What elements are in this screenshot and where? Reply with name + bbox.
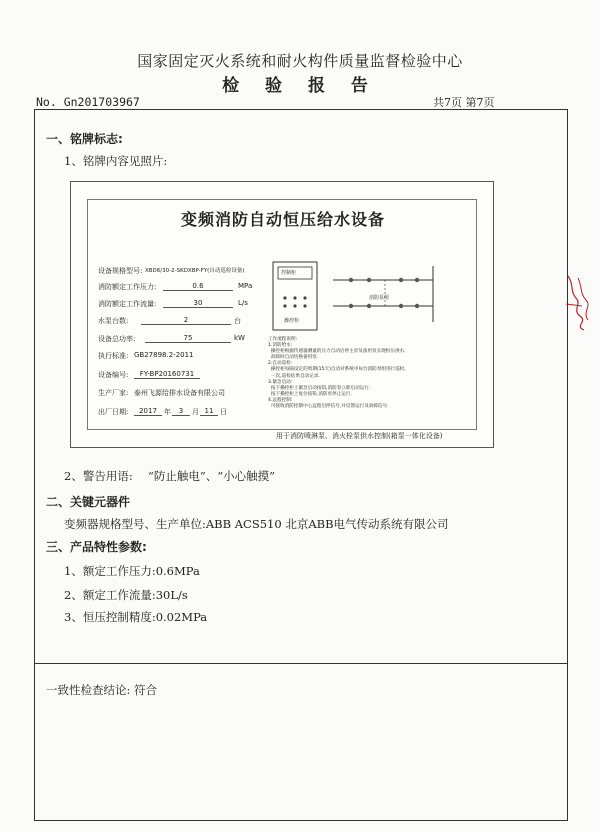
field-pressure-value: 0.6 bbox=[163, 282, 233, 291]
field-flow-value: 30 bbox=[163, 299, 233, 308]
nameplate-footer: 用于消防喷淋泵、消火栓泵供水控制(箱泵一体化设备) bbox=[276, 432, 443, 440]
param-flow: 2、额定工作流量:30L/s bbox=[64, 588, 188, 602]
field-date-year-unit: 年 bbox=[164, 408, 171, 416]
field-model-value: XBD6/30-2-SKDXBP-FY(自动巡检设备) bbox=[145, 268, 245, 274]
cabinet-label: 控制柜 bbox=[281, 270, 297, 276]
field-date-day-unit: 日 bbox=[220, 408, 227, 416]
report-number: No. Gn201703967 bbox=[36, 95, 140, 109]
signature-mark bbox=[560, 270, 596, 334]
field-pressure-label: 消防额定工作压力: bbox=[98, 283, 157, 291]
field-standard-label: 执行标准: bbox=[98, 352, 129, 360]
warning-text: “防止触电”、“小心触摸” bbox=[148, 469, 276, 483]
field-date-month-unit: 月 bbox=[192, 408, 199, 416]
report-title: 检 验 报 告 bbox=[222, 76, 378, 96]
nameplate-title: 变频消防自动恒压给水设备 bbox=[180, 210, 385, 229]
section2-heading: 二、关键元器件 bbox=[46, 495, 131, 509]
param-pressure: 1、额定工作压力:0.6MPa bbox=[64, 564, 200, 578]
field-power-value: 75 bbox=[145, 334, 231, 343]
field-pumps-unit: 台 bbox=[234, 317, 241, 325]
field-serial-label: 设备编号: bbox=[98, 371, 129, 379]
field-date-day: 11 bbox=[200, 407, 218, 416]
field-pumps-value: 2 bbox=[141, 316, 231, 325]
page-info: 共7页 第7页 bbox=[433, 96, 495, 109]
param-precision: 3、恒压控制精度:0.02MPa bbox=[64, 610, 208, 624]
field-pumps-label: 水泵台数: bbox=[98, 317, 129, 325]
section3-heading: 三、产品特性参数: bbox=[46, 540, 147, 554]
field-maker-value: 泰州飞源给排水设备有限公司 bbox=[134, 389, 225, 397]
warning-label: 2、警告用语: bbox=[64, 469, 133, 483]
field-date-month: 3 bbox=[172, 407, 190, 416]
field-flow-label: 消防额定工作流量: bbox=[98, 300, 157, 308]
cabinet-bottom-label: 操控柜 bbox=[284, 318, 300, 324]
conclusion: 一致性检查结论: 符合 bbox=[46, 683, 158, 697]
field-power-unit: kW bbox=[234, 334, 245, 342]
key-component-line: 变频器规格型号、生产单位:ABB ACS510 北京ABB电气传动系统有限公司 bbox=[64, 517, 449, 531]
section1-heading: 一、铭牌标志: bbox=[46, 132, 123, 146]
field-flow-unit: L/s bbox=[238, 299, 248, 307]
field-serial-value: FY-BP20160731 bbox=[134, 370, 200, 379]
field-pressure-unit: MPa bbox=[238, 282, 253, 290]
field-date-year: 2017 bbox=[134, 407, 162, 416]
section1-item1: 1、铭牌内容见照片: bbox=[64, 154, 168, 168]
field-standard-value: GB27898.2-2011 bbox=[134, 351, 194, 359]
work-instructions: 工作流程说明: 1.消防给水: 操控柜根据传感器测量的压力自动启停主泵及备用泵实现恒压供水, 故障时自动切换备用泵. 2.自动巡检: 操控柜每隔设定的周期(15天)自动对系统中每台消防泵组进行巡检, 一次,巡检结果自动记录. 3.紧急启动: 按下操控柜上紧急启动按钮,消防泵立即启动运行. 按下操控柜上复位按钮,消防泵停止运行. 4.远程控制: 可接收消防控制中心远程启停信号,并反馈运行及故障信号. bbox=[268, 337, 406, 410]
nameplate-photo bbox=[70, 181, 494, 448]
field-maker-label: 生产厂家: bbox=[98, 389, 129, 397]
divider bbox=[34, 663, 568, 664]
pump-group-label: 消防泵组 bbox=[369, 295, 390, 301]
control-cabinet-diagram bbox=[267, 258, 327, 338]
field-date-label: 出厂日期: bbox=[98, 408, 129, 416]
field-power-label: 设备总功率: bbox=[98, 335, 136, 343]
organization-name: 国家固定灭火系统和耐火构件质量监督检验中心 bbox=[137, 52, 463, 70]
field-model-label: 设备规格型号: bbox=[98, 267, 143, 275]
